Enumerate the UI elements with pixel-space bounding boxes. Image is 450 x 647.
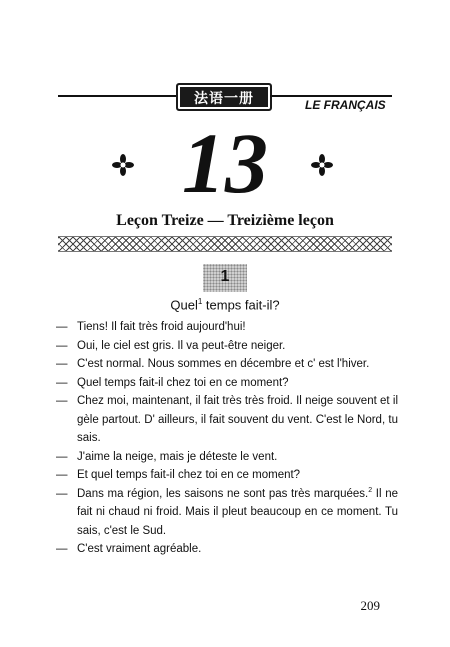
dialogue-text: Oui, le ciel est gris. Il va peut-être neiger. xyxy=(77,339,286,352)
footnote-marker: 2 xyxy=(368,486,373,494)
flower-ornament-left-icon xyxy=(111,153,135,177)
header-rule-right xyxy=(270,95,392,97)
footnote-marker: 1 xyxy=(197,297,203,306)
flower-ornament-right-icon xyxy=(310,153,334,177)
section-number: 1 xyxy=(220,268,230,285)
dialogue-text: Dans ma région, les saisons ne sont pas très marquées. xyxy=(77,487,369,500)
dialogue xyxy=(56,318,398,559)
dialogue-dash: — xyxy=(56,450,68,463)
dialogue-line xyxy=(56,355,398,374)
dialogue-line xyxy=(56,448,398,467)
dialogue-text: Quel temps fait-il chez toi en ce moment? xyxy=(77,376,289,389)
dialogue-title xyxy=(100,297,350,312)
dialogue-line xyxy=(56,392,398,448)
dialogue-dash: — xyxy=(56,321,68,333)
section-number-box xyxy=(203,264,247,292)
dialogue-dash: — xyxy=(56,469,68,481)
dialogue-dash: — xyxy=(56,376,68,389)
dialogue-text-continued: Il ne fait ni chaud ni froid. Mais il pleut beaucoup en ce moment. Tu sais, c'est le Sud. xyxy=(77,487,398,537)
dialogue-line xyxy=(56,466,398,485)
lesson-title: Leçon Treize — Treizième leçon xyxy=(116,212,334,229)
dialogue-dash: — xyxy=(56,487,68,500)
dialogue-dash: — xyxy=(56,358,68,370)
dialogue-line xyxy=(56,485,398,541)
dialogue-title-word: Quel xyxy=(170,297,198,313)
dialogue-line xyxy=(56,318,398,337)
dialogue-line xyxy=(56,337,398,356)
dialogue-line xyxy=(56,540,398,559)
dialogue-text: J'aime la neige, mais je déteste le vent. xyxy=(77,450,278,463)
dialogue-text: C'est normal. Nous sommes en décembre et c' est l'hiver. xyxy=(77,358,370,370)
lesson-number: 13 xyxy=(182,115,268,211)
book-badge-label: 法语一册 xyxy=(194,91,254,107)
dialogue-dash: — xyxy=(56,543,68,555)
dialogue-line xyxy=(56,374,398,393)
dialogue-text: Et quel temps fait-il chez toi en ce moment? xyxy=(77,469,301,481)
dialogue-dash: — xyxy=(56,395,68,407)
dialogue-dash: — xyxy=(56,339,68,352)
dialogue-text: C'est vraiment agréable. xyxy=(77,543,202,555)
header-rule-left xyxy=(58,95,176,97)
page-number: 209 xyxy=(360,598,380,613)
decorative-pattern-band xyxy=(58,236,392,252)
book-badge xyxy=(176,83,272,111)
dialogue-text: Tiens! Il fait très froid aujourd'hui! xyxy=(77,321,246,333)
dialogue-text: Chez moi, maintenant, il fait très très froid. Il neige souvent et il gèle partout. D' ailleurs, il fait souvent du vent. C'est le Nord, tu sais. xyxy=(77,395,398,444)
dialogue-title-rest: temps fait-il? xyxy=(202,297,280,313)
series-title: LE FRANÇAIS xyxy=(305,98,386,112)
